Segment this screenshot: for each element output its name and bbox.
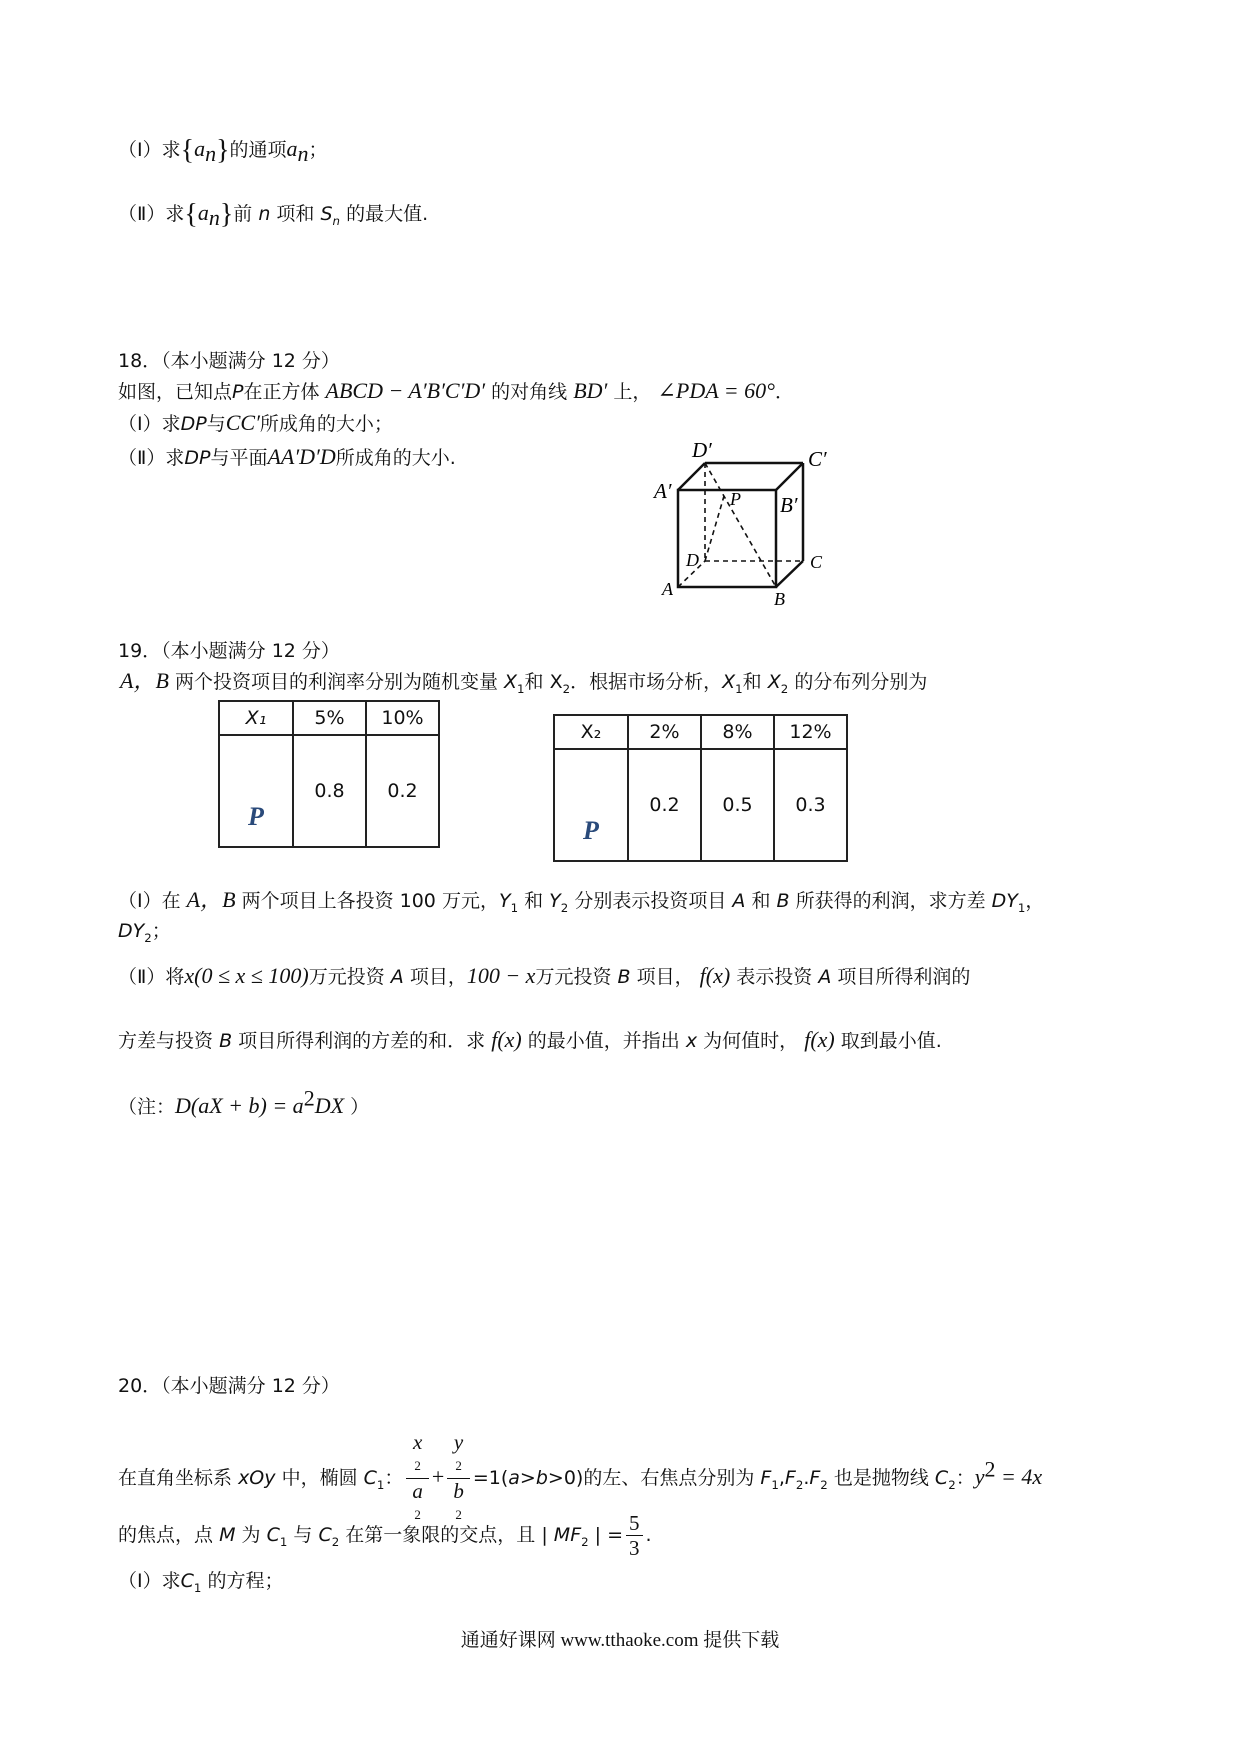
label-A: A bbox=[662, 579, 673, 599]
q19-part1-line2: $DY_2$； bbox=[118, 920, 171, 945]
q19-part1-line1: （Ⅰ）在 A，B 两个项目上各投资 100 万元，$Y_1$ 和 $Y_2$ 分别表示投资项目 A 和 B 所获得的利润，求方差 $DY_1$， bbox=[118, 887, 1045, 915]
q20-part1: （Ⅰ）求$C_1$ 的方程； bbox=[118, 1570, 284, 1595]
label-Dp: D′ bbox=[692, 438, 712, 462]
cube-edge-bp-cp bbox=[776, 463, 803, 490]
q18-stem: 如图，已知点P在正方体 ABCD − A′B′C′D′ 的对角线 BD′ 上， ∠PDA = 60°． bbox=[118, 378, 794, 403]
fraction-5-3: $\frac{5}{3}$ bbox=[626, 1511, 643, 1560]
label-C: C bbox=[810, 552, 823, 572]
table1-p-val: 0.2 bbox=[366, 735, 439, 847]
label-B: B bbox=[774, 589, 785, 608]
distribution-table-x1 bbox=[218, 700, 440, 848]
label-Ap: A′ bbox=[654, 479, 672, 503]
label-Bp: B′ bbox=[780, 493, 798, 517]
q19-stem: A，B 两个投资项目的利润率分别为随机变量 $X_1$和 $X_2$．根据市场分析，$X_1$和 $X_2$ 的分布列分别为 bbox=[120, 668, 928, 696]
q17-part1: （Ⅰ）求$\{a_n\}$的通项$a_n$； bbox=[118, 135, 328, 166]
q18-part1: （Ⅰ）求DP与CC′所成角的大小； bbox=[118, 410, 393, 435]
fraction-y2-b2: y 2 b 2 bbox=[447, 1430, 470, 1527]
table2-p-val: 0.5 bbox=[701, 749, 774, 861]
table1-header-val: 10% bbox=[366, 701, 439, 735]
table1-p-val: 0.8 bbox=[293, 735, 366, 847]
table2-header-val: 8% bbox=[701, 715, 774, 749]
cube-figure bbox=[650, 438, 850, 608]
table2-p-label: P bbox=[554, 749, 628, 861]
q18-header: 18．（本小题满分 12 分） bbox=[118, 350, 340, 372]
q17-part2: （Ⅱ）求$\{a_n\}$前 n 项和 $S_n$ 的最大值. bbox=[118, 199, 429, 230]
segment-dp bbox=[705, 496, 724, 561]
distribution-table-x2 bbox=[553, 714, 848, 862]
q20-line1: 在直角坐标系 xOy 中，椭圆 $C_1$： x 2 a 2 + y 2 b 2 =1(a>b>0)的左、右焦点分别为 $F_1,F_2.F_2$ 也是抛物线 $C_2$：$y^2 = 4x$ bbox=[118, 1430, 1042, 1527]
fraction-x2-a2: x 2 a 2 bbox=[406, 1430, 429, 1527]
page-footer: 通通好课网 www.tthaoke.com 提供下载 bbox=[460, 1630, 780, 1651]
table2-header-val: 12% bbox=[774, 715, 847, 749]
table2-p-val: 0.3 bbox=[774, 749, 847, 861]
q19-header: 19．（本小题满分 12 分） bbox=[118, 640, 340, 662]
table1-header-var: X₁ bbox=[219, 701, 293, 735]
label-P: P bbox=[730, 489, 741, 509]
table2-header-val: 2% bbox=[628, 715, 701, 749]
q19-part2-line2: 方差与投资 B 项目所得利润的方差的和．求 f(x) 的最小值，并指出 x 为何值时， f(x) 取到最小值. bbox=[118, 1027, 942, 1052]
q19-part2-line1: （Ⅱ）将x(0 ≤ x ≤ 100)万元投资 A 项目，100 − x万元投资 B 项目， f(x) 表示投资 A 项目所得利润的 bbox=[118, 963, 971, 988]
q20-line2: 的焦点，点 M 为 $C_1$ 与 $C_2$ 在第一象限的交点，且 | $MF_2$ | = $\frac{5}{3}$ . bbox=[118, 1511, 652, 1560]
cube-edge-ap-dp bbox=[678, 463, 705, 490]
label-D: D bbox=[686, 550, 699, 570]
table2-p-val: 0.2 bbox=[628, 749, 701, 861]
label-Cp: C′ bbox=[808, 447, 827, 471]
table1-header-val: 5% bbox=[293, 701, 366, 735]
q20-header: 20．（本小题满分 12 分） bbox=[118, 1375, 340, 1397]
q19-note: （注：$D(aX + b) = a^2DX$ ） bbox=[118, 1085, 370, 1118]
table1-p-label: P bbox=[219, 735, 293, 847]
table2-header-var: X₂ bbox=[554, 715, 628, 749]
cube-edge-b-c bbox=[776, 561, 803, 587]
q18-part2: （Ⅱ）求DP与平面AA′D′D所成角的大小. bbox=[118, 444, 456, 469]
